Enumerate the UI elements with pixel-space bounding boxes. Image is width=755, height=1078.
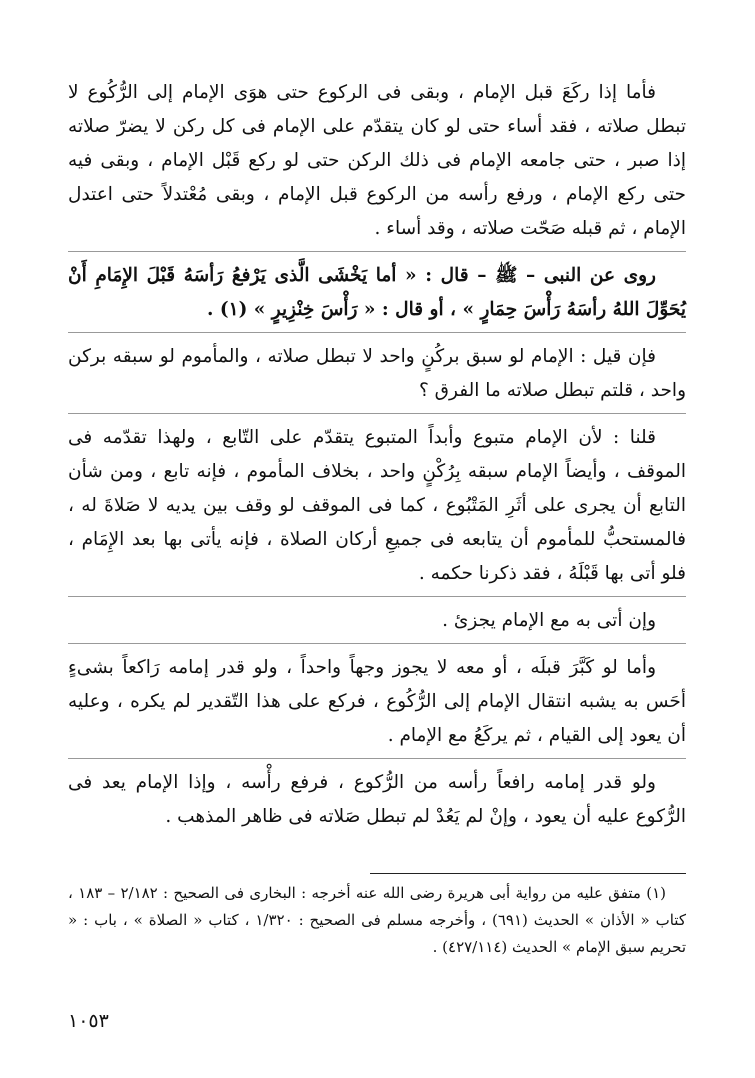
main-text bbox=[68, 76, 686, 834]
paragraph-separator bbox=[68, 643, 686, 644]
paragraph-separator bbox=[68, 413, 686, 414]
paragraph-separator bbox=[68, 596, 686, 597]
paragraph-hadith: روى عن النبى – ﷺ – قال : « أما يَخْشَى الَّذى يَرْفعُ رَأسَهُ قَبْلَ الإِمَامِ أَنْ يُحَوِّلَ اللهُ رأسَهُ رَأْسَ حِمَارٍ » ، أو قال : « رَأْسَ خِنْزِيرٍ » (١) . bbox=[68, 265, 686, 320]
paragraph-separator bbox=[68, 251, 686, 252]
paragraph-question: فإن قيل : الإمام لو سبق بركُنٍ واحد لا تبطل صلاته ، والمأموم لو سبقه بركن واحد ، قلتم تبطل صلاته ما الفرق ؟ bbox=[68, 346, 686, 401]
paragraph-5: وإن أتى به مع الإمام يجزئ . bbox=[442, 610, 656, 631]
footnote-rule bbox=[370, 873, 686, 874]
paragraph-7: ولو قدر إمامه رافعاً رأسه من الرُّكوع ، فرفع رأْسه ، وإذا الإمام يعد فى الرُّكوع عليه أن يعود ، وإنْ لم يَعُدْ لم تبطل صَلاته فى ظاهر المذهب . bbox=[68, 772, 686, 827]
footnote bbox=[68, 880, 686, 961]
paragraph-separator bbox=[68, 332, 686, 333]
page-number: ١٠٥٣ bbox=[68, 1010, 109, 1032]
paragraph-separator bbox=[68, 758, 686, 759]
paragraph-1: فأما إذا ركَعَ قبل الإمام ، وبقى فى الركوع حتى هوَى الإمام إلى الرُّكُوع لا تبطل صلاته ، فقد أساء حتى لو كان يتقدّم على الإمام فى كل ركن لا يضرّ صلاته إذا صبر ، حتى جامعه الإمام فى ذلك الركن حتى لو ركع قَبْل الإمام ، وبقى فيه حتى ركع الإمام ، ورفع رأسه من الركوع قبل الإمام ، وبقى مُعْتدلاً حتى اعتدل الإمام ، ثم قبله صَحّت صلاته ، وقد أساء . bbox=[68, 82, 686, 239]
paragraph-6: وأما لو كَبَّرَ قبلَه ، أو معه لا يجوز وجهاً واحداً ، ولو قدر إمامه رَاكعاً بشىءٍ أحَس به يشبه انتقال الإمام إلى الرُّكُوع ، فركع على هذا التّقدير لم يكره ، وعليه أن يعود إلى القيام ، ثم يركَعُ مع الإمام . bbox=[68, 657, 686, 746]
paragraph-answer: قلنا : لأن الإمام متبوع وأبداً المتبوع يتقدّم على التّابع ، ولهذا تقدّمه فى الموقف ، وأيضاً الإمام سبقه بِرُكْنٍ واحد ، بخلاف المأموم ، فإنه تابع ، ومن شأن التابع أن يجرى على أثَرِ المَتْبُوع ، كما فى الموقف لو وقف بين يديه لا صَلاةَ له ، فالمستحبُّ للمأموم أن يتابعه فى جميعِ أركان الصلاة ، فإنه يأتى بها بعد الإِمَام ، فلو أتى بها قَبْلَهُ ، فقد ذكرنا حكمه . bbox=[68, 427, 686, 584]
footnote-text: (١) متفق عليه من رواية أبى هريرة رضى الله عنه أخرجه : البخارى فى الصحيح : ٢/١٨٢ – ١٨٣ ، كتاب « الأذان » الحديث (٦٩١) ، وأخرجه مسلم فى الصحيح : ١/٣٢٠ ، كتاب « الصلاة » ، باب : « تحريم سبق الإمام » الحديث (٤٢٧/١١٤) . bbox=[68, 884, 686, 956]
